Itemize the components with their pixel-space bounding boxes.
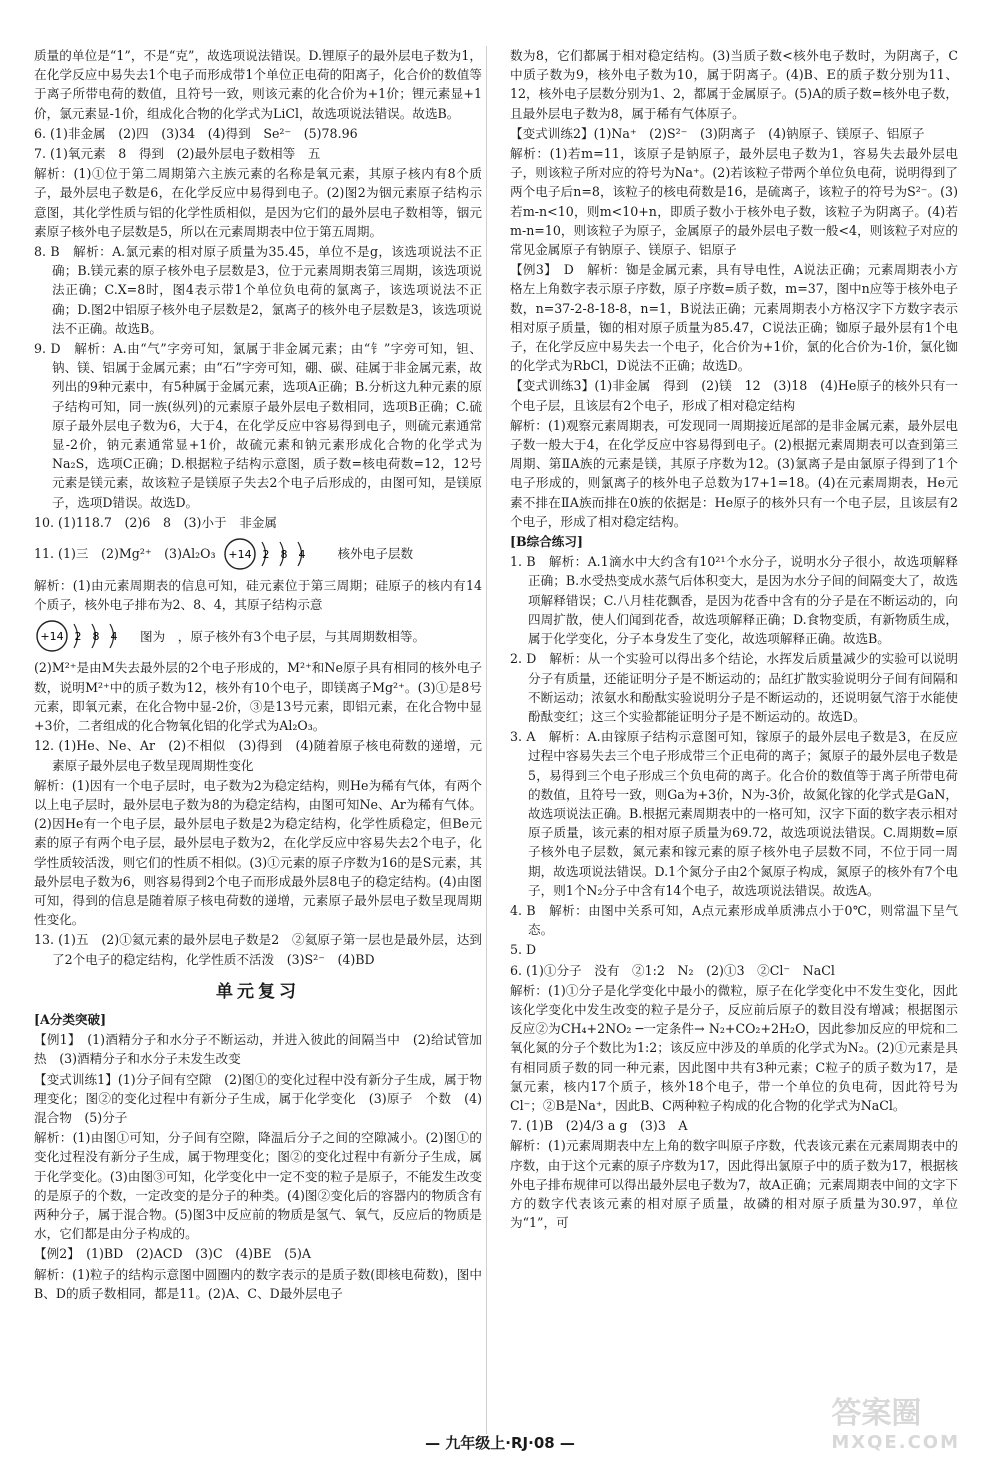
answer-6: 6. (1)非金属 (2)四 (3)34 (4)得到 Se²⁻ (5)78.96 — [34, 125, 358, 141]
analysis-11-b: (2)M²⁺是由M失去最外层的2个电子形成的，M²⁺和Ne原子具有相同的核外电子数，说明M²⁺中的质子数为12，核外有10个电子，即镁离子Mg²⁺。(3)①是8号元素，即氧元素，在化合物中显-2价，③是13号元素，即铝元素，在化合物中显+3价，二者组成的化合物氧化铝的化学式为Al₂O₃。 — [34, 660, 482, 734]
shell-2: 8 — [280, 548, 288, 562]
watermark-main: 答案圈 — [831, 1396, 922, 1431]
watermark-logo — [831, 1388, 960, 1453]
answer-8: 8. B 解析：A.氯元素的相对原子质量为35.45，单位不是g，该选项说法不正确；B.镁元素的原子核外电子层数是3，位于元素周期表第三周期，该选项说法正确；C.X=8时，图4表示带1个单位负电荷的氯离子，该选项说法不正确；D.图2中铝原子核外电子层数是2，氯离子的核外电子层数是3，该选项说法不正确。故选B。 — [34, 244, 482, 336]
page-footer: — 九年级上·RJ·08 — — [425, 1434, 575, 1452]
right-column — [510, 46, 958, 1233]
b-answer-3: 3. A 解析：A.由镓原子结构示意图可知，镓原子的最外层电子数是3，在反应过程中容易失去三个电子形成带三个正电荷的离子；氮原子的最外层电子数是5，易得到三个电子形成三个负电荷的离子。化合价的数值等于离子所带电荷的数值，且符号一致，则Ga为+3价，N为-3价，故氮化镓的化学式是GaN，故选项说法正确。B.根据元素周期表中的一格可知，汉字下面的数字表示相对原子质量，该元素的相对原子质量为69.72，故选项说法错误。C.周期数=原子核外电子层数，氮元素和镓元素的原子核外电子层数不同，不位于同一周期，故选项说法错误。D.1个氮分子由2个氮原子构成，氮原子的核外有7个电子，则1个N₂分子中含有14个电子，故选项说法错误。故选A。 — [510, 729, 958, 898]
answer-13: 13. (1)五 (2)①氦元素的最外层电子数是2 ②氦原子第一层也是最外层，达到了2个电子的稳定结构，化学性质不活泼 (3)S²⁻ (4)BD — [34, 932, 482, 967]
nucleus-label: +14 — [227, 548, 252, 562]
section-b-label: [B综合练习] — [510, 534, 583, 550]
analysis-7: 解析：(1)①位于第二周期第六主族元素的名称是氧元素，其原子核内有8个质子，最外层电子数是6，在化学反应中易得到电子。(2)图2为铟元素原子结构示意图，其化学性质与铝的化学性质相似，是因为它们的最外层电子数相等，铟元素原子核外电子层数是5，所以在元素周期表中位于第五周期。 — [34, 166, 482, 239]
shell-2b: 8 — [92, 630, 100, 644]
shell-1b: 2 — [74, 630, 82, 644]
shell-3b: 4 — [110, 630, 118, 644]
watermark-sub: MXQE.COM — [831, 1432, 960, 1453]
analysis-12: 解析：(1)因有一个电子层时，电子数为2为稳定结构，则He为稀有气体，有两个以上电子层时，最外层电子数为8的为稳定结构，由图可知Ne、Ar为稀有气体。(2)因He有一个电子层，最外层电子数是2为稳定结构，化学性质稳定，但Be元素的原子有两个电子层，最外层电子数为2，在化学反应中容易失去2个电子，化学性质较活泼，则它们的性质不相似。(3)①元素的原子序数为16的是S元素，其最外层电子数为6，则容易得到2个电子而形成最外层8电子的稳定结构。(4)由图可知，得到的信息是随着原子核电荷数的递增，元素原子最外层电子数呈现周期性变化。 — [34, 777, 482, 928]
example-2: 【例2】 (1)BD (2)ACD (3)C (4)BE (5)A — [34, 1246, 312, 1262]
b-answer-2: 2. D 解析：从一个实验可以得出多个结论，水挥发后质量减少的实验可以说明分子有质量，还能证明分子是不断运动的；品红扩散实验说明分子间有间隔和不断运动；浓氨水和酚酞实验说明分子是不断运动的，还说明氨气溶于水能使酚酞变红；这三个实验都能证明分子是不断运动的。故选D。 — [510, 651, 958, 724]
answer-10: 10. (1)118.7 (2)6 8 (3)小于 非金属 — [34, 514, 277, 530]
variant-3: 【变式训练3】(1)非金属 得到 (2)镁 12 (3)18 (4)He原子的核外只有一个电子层，且该层有2个电子，形成了相对稳定结构 — [510, 378, 958, 413]
variant-2: 【变式训练2】(1)Na⁺ (2)S²⁻ (3)阴离子 (4)钠原子、镁原子、铝原子 — [510, 125, 925, 141]
section-a-label: [A分类突破] — [34, 1011, 107, 1027]
left-column — [34, 46, 482, 1304]
silicon-atom-diagram-2 — [34, 618, 134, 654]
example-1: 【例1】 (1)酒精分子和水分子不断运动，并进入彼此的间隔当中 (2)给试管加热 (3)酒精分子和水分子未发生改变 — [34, 1032, 482, 1067]
shell-count-label: 核外电子层数 — [337, 546, 414, 562]
b-answer-4: 4. B 解析：由图中关系可知，A点元素形成单质沸点小于0℃，则常温下呈气态。 — [510, 902, 958, 938]
silicon-atom-diagram — [222, 536, 332, 572]
nucleus-label-2: +14 — [40, 630, 64, 644]
variant-1: 【变式训练1】(1)分子间有空隙 (2)图①的变化过程中没有新分子生成，属于物理变化；图②的变化过程中有新分子生成，属于化学变化 (3)原子 个数 (4)混合物 (5)分子 — [34, 1071, 482, 1125]
section-title: 单元复习 — [216, 981, 300, 1002]
b-answer-6: 6. (1)①分子 没有 ②1:2 N₂ (2)①3 ②Cl⁻ NaCl — [510, 962, 835, 978]
b-answer-1: 1. B 解析：A.1滴水中大约含有10²¹个水分子，说明水分子很小，故选项解释正确；B.水受热变成水蒸气后体积变大，是因为水分子间的间隔变大了，故选项解释错误；C.八月桂花飘香，是因为花香中含有的分子是在不断运动的，向四周扩散，使人们闻到花香，故选项解释正确；D.食物变质，有新物质生成，属于化学变化，分子本身发生了变化，故选项解释正确。故选B。 — [510, 554, 958, 647]
answer-11: 11. (1)三 (2)Mg²⁺ (3)Al₂O₃ — [34, 546, 216, 562]
b-analysis-7: 解析：(1)元素周期表中左上角的数字叫原子序数，代表该元素在元素周期表中的序数，由于这个元素的原子序数为17，因此得出氯原子中的质子数为17，根据核外电子排布规律可以得出最外层电子数为7，故A正确；元素周期表中间的文字下方的数字代表该元素的相对原子质量，故磷的相对原子质量为30.97，单位为“1”，可 — [510, 1138, 958, 1231]
analysis-11-cont: 图为 ，原子核外有3个电子层，与其周期数相等。 — [140, 628, 426, 644]
analysis-variant-2: 解析：(1)若m=11，该原子是钠原子，最外层电子数为1，容易失去最外层电子，则该粒子所对应的符号为Na⁺。(2)若该粒子带两个单位负电荷，说明得到了两个电子后n=8，该粒子的核电荷数是16，是硫离子，该粒子的符号为S²⁻。(3)若m-n<10，则m<10+n，即质子数小于核外电子数，该粒子为阴离子。(4)若m-n=10，则该粒子为原子，金属原子的最外层电子数一般<4，则该粒子对应的常见金属原子有钠原子、镁原子、铝原子 — [510, 146, 958, 258]
analysis-variant-1: 解析：(1)由图①可知，分子间有空隙，降温后分子之间的空隙减小。(2)图①的变化过程没有新分子生成，属于物理变化；图②的变化过程中有新分子生成，属于化学变化。(3)由图③可知，化学变化中一定不变的粒子是原子，不能发生改变的是原子的个数，一定改变的是分子的种类。(4)图②变化后的容器内的物质含有两种分子，属于混合物。(5)图3中反应前的物质是氢气、氧气，反应后的物质是水，它们都是由分子构成的。 — [34, 1130, 482, 1242]
column-divider — [486, 46, 487, 1434]
example-3: 【例3】 D 解析：铷是金属元素，具有导电性，A说法正确；元素周期表小方格左上角数字表示原子序数，原子序数=质子数，m=37，图中n应等于核外电子数，n=37-2-8-18-8，n=1，B说法正确；元素周期表小方格汉字下方数字表示相对原子质量，铷的相对原子质量为85.47，C说法正确；铷原子最外层有1个电子，在化学反应中易失去一个电子，化合价为+1价，氯的化合价为-1价，氯化铷的化学式为RbCl，D说法不正确；故选D。 — [510, 262, 958, 374]
b-answer-7: 7. (1)B (2)4/3 a g (3)3 A — [510, 1118, 688, 1134]
paragraph-cont: 数为8，它们都属于相对稳定结构。(3)当质子数<核外电子数时，为阴离子，C中质子数为9，核外电子数为10，属于阴离子。(4)B、E的质子数分别为11、12，核外电子层数分别为1、2，都属于金属原子。(5)A的质子数=核外电子数，且最外层电子数为8，属于稀有气体原子。 — [510, 48, 958, 121]
analysis-11: 解析：(1)由元素周期表的信息可知，硅元素位于第三周期；硅原子的核内有14个质子，核外电子排布为2、8、4，其原子结构示意 — [34, 578, 482, 613]
b-answer-5: 5. D — [510, 942, 537, 958]
analysis-variant-3: 解析：(1)观察元素周期表，可发现同一周期接近尾部的是非金属元素，最外层电子数一般大于4，在化学反应中容易得到电子。(2)根据元素周期表可以查到第三周期、第ⅡA族的元素是镁，其原子序数为12。(3)氯离子是由氯原子得到了1个电子形成的，则氯离子的核外电子总数为17+1=18。(4)在元素周期表，He元素不排在ⅡA族而排在0族的依据是：He原子的核外只有一个电子层，且该层有2个电子，形成了相对稳定结构。 — [510, 417, 958, 529]
paragraph: 质量的单位是“1”，不是“克”，故选项说法错误。D.锂原子的最外层电子数为1，在化学反应中易失去1个电子而形成带1个单位正电荷的阳离子，化合价的数值等于离子所带电荷的数值，且符号一致，则该元素的化合价为+1价；锂元素显+1价，氯元素显-1价，组成化合物的化学式为LiCl，故选项说法错误。故选B。 — [34, 48, 482, 121]
answer-12: 12. (1)He、Ne、Ar (2)不相似 (3)得到 (4)随着原子核电荷数的递增，元素原子最外层电子数呈现周期性变化 — [34, 738, 482, 773]
answer-11-row — [34, 536, 482, 572]
answer-7: 7. (1)氧元素 8 得到 (2)最外层电子数相等 五 — [34, 146, 321, 162]
b-analysis-6: 解析：(1)①分子是化学变化中最小的微粒，原子在化学变化中不发生变化，因此该化学变化中发生改变的粒子是分子，反应前后原子的数目没有增减；根据图示反应②为CH₄+2NO₂ ─一定条件→ N₂+CO₂+2H₂O，因此参加反应的甲烷和二氧化氮的分子个数比为1:2；该反应中涉及的单质的化学式为N₂。(2)①元素是具有相同质子数的同一种元素，因此图中共有3种元素；C粒子的质子数为17，是氯元素，核内17个质子，核外18个电子，带一个单位的负电荷，因此符号为Cl⁻；②B是Na⁺，因此B、C两种粒子构成的化合物的化学式为NaCl。 — [510, 982, 958, 1113]
answer-9: 9. D 解析：A.由“气”字旁可知，氯属于非金属元素；由“钅”字旁可知，钽、钠、镁、铝属于金属元素；由“石”字旁可知，硼、碳、硅属于非金属元素，故列出的9种元素中，有5种属于金属元素，选项A正确；B.分析这九种元素的原子结构可知，同一族(纵列)的元素原子最外层电子数相同，选项B正确；C.硫原子最外层电子数为6，大于4，在化学反应中容易得到电子，则硫元素通常显-2价，钠元素通常显+1价，故硫元素和钠元素形成化合物的化学式为Na₂S，选项C正确；D.根据粒子结构示意图，质子数=核电荷数=12，12号元素是镁元素，故该粒子是镁原子失去2个电子后形成的，由图可知，是镁原子，选项D错误。故选D。 — [34, 341, 482, 510]
shell-3: 4 — [298, 548, 306, 562]
analysis-11-diagram-row — [34, 618, 482, 654]
shell-1: 2 — [262, 548, 270, 562]
analysis-example-2: 解析：(1)粒子的结构示意图中圆圈内的数字表示的是质子数(即核电荷数)，图中B、D的质子数相同，都是11。(2)A、C、D最外层电子 — [34, 1266, 482, 1301]
